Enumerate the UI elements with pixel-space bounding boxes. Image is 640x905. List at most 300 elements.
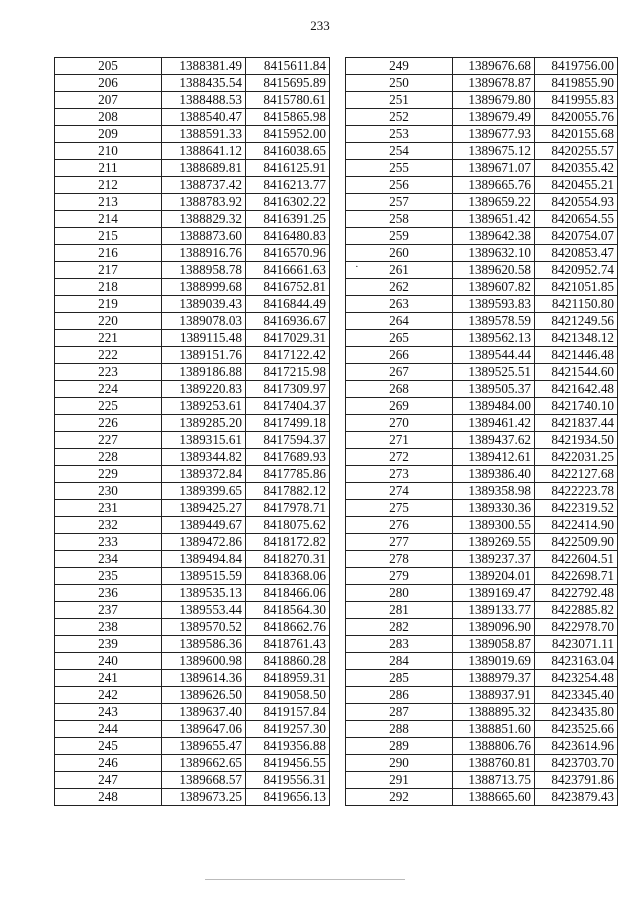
x-coordinate-cell: 1389562.13 (453, 330, 535, 347)
x-coordinate-cell: 1389253.61 (162, 398, 246, 415)
x-coordinate-cell: 1388760.81 (453, 755, 535, 772)
table-row (55, 755, 330, 772)
y-coordinate-cell: 8415865.98 (246, 109, 330, 126)
point-number-cell: 217 (55, 262, 162, 279)
point-number-cell: 242 (55, 687, 162, 704)
table-row (55, 704, 330, 721)
table-row (346, 602, 618, 619)
y-coordinate-cell: 8416661.63 (246, 262, 330, 279)
table-row (346, 466, 618, 483)
x-coordinate-cell: 1388958.78 (162, 262, 246, 279)
table-row (55, 636, 330, 653)
table-row (346, 347, 618, 364)
y-coordinate-cell: 8423614.96 (535, 738, 618, 755)
y-coordinate-cell: 8416391.25 (246, 211, 330, 228)
point-number-cell: 222 (55, 347, 162, 364)
point-number-cell: 238 (55, 619, 162, 636)
table-row (55, 653, 330, 670)
x-coordinate-cell: 1389570.52 (162, 619, 246, 636)
y-coordinate-cell: 8418172.82 (246, 534, 330, 551)
y-coordinate-cell: 8420554.93 (535, 194, 618, 211)
x-coordinate-cell: 1389677.93 (453, 126, 535, 143)
y-coordinate-cell: 8416844.49 (246, 296, 330, 313)
y-coordinate-cell: 8420754.07 (535, 228, 618, 245)
x-coordinate-cell: 1389494.84 (162, 551, 246, 568)
table-row (55, 517, 330, 534)
point-number-cell: 248 (55, 789, 162, 806)
point-number-cell: 208 (55, 109, 162, 126)
y-coordinate-cell: 8419855.90 (535, 75, 618, 92)
coordinates-table-left (54, 57, 330, 806)
x-coordinate-cell: 1389204.01 (453, 568, 535, 585)
point-number-cell: 288 (346, 721, 453, 738)
point-number-cell: 235 (55, 568, 162, 585)
x-coordinate-cell: 1389662.65 (162, 755, 246, 772)
x-coordinate-cell: 1388873.60 (162, 228, 246, 245)
table-row (346, 653, 618, 670)
x-coordinate-cell: 1388689.81 (162, 160, 246, 177)
table-row (55, 160, 330, 177)
x-coordinate-cell: 1389553.44 (162, 602, 246, 619)
x-coordinate-cell: 1389544.44 (453, 347, 535, 364)
point-number-cell: 233 (55, 534, 162, 551)
y-coordinate-cell: 8417882.12 (246, 483, 330, 500)
y-coordinate-cell: 8422414.90 (535, 517, 618, 534)
x-coordinate-cell: 1388979.37 (453, 670, 535, 687)
y-coordinate-cell: 8421446.48 (535, 347, 618, 364)
table-row (346, 534, 618, 551)
point-number-cell: 251 (346, 92, 453, 109)
y-coordinate-cell: 8416302.22 (246, 194, 330, 211)
y-coordinate-cell: 8422223.78 (535, 483, 618, 500)
point-number-cell: 243 (55, 704, 162, 721)
y-coordinate-cell: 8420952.74 (535, 262, 618, 279)
point-number-cell: 219 (55, 296, 162, 313)
point-number-cell: 252 (346, 109, 453, 126)
point-number-cell: 257 (346, 194, 453, 211)
x-coordinate-cell: 1389058.87 (453, 636, 535, 653)
table-row (346, 279, 618, 296)
x-coordinate-cell: 1389386.40 (453, 466, 535, 483)
point-number-cell: 266 (346, 347, 453, 364)
table-row (346, 160, 618, 177)
x-coordinate-cell: 1389169.47 (453, 585, 535, 602)
point-number-cell: 249 (346, 58, 453, 75)
point-number-cell: 274 (346, 483, 453, 500)
x-coordinate-cell: 1388806.76 (453, 738, 535, 755)
point-number-cell: 286 (346, 687, 453, 704)
point-number-cell: 218 (55, 279, 162, 296)
table-row (346, 568, 618, 585)
table-row (55, 670, 330, 687)
point-number-cell: 244 (55, 721, 162, 738)
y-coordinate-cell: 8419556.31 (246, 772, 330, 789)
x-coordinate-cell: 1389600.98 (162, 653, 246, 670)
table-row (55, 500, 330, 517)
y-coordinate-cell: 8419058.50 (246, 687, 330, 704)
x-coordinate-cell: 1388737.42 (162, 177, 246, 194)
point-number-cell: 224 (55, 381, 162, 398)
y-coordinate-cell: 8421837.44 (535, 415, 618, 432)
x-coordinate-cell: 1389372.84 (162, 466, 246, 483)
table-row (55, 313, 330, 330)
point-number-cell: 273 (346, 466, 453, 483)
x-coordinate-cell: 1388591.33 (162, 126, 246, 143)
point-number-cell: 225 (55, 398, 162, 415)
y-coordinate-cell: 8423071.11 (535, 636, 618, 653)
y-coordinate-cell: 8423703.70 (535, 755, 618, 772)
point-number-cell: 261 (346, 262, 453, 279)
x-coordinate-cell: 1389449.67 (162, 517, 246, 534)
table-row (55, 398, 330, 415)
y-coordinate-cell: 8419756.00 (535, 58, 618, 75)
point-number-cell: 289 (346, 738, 453, 755)
table-row (346, 58, 618, 75)
point-number-cell: 223 (55, 364, 162, 381)
x-coordinate-cell: 1389676.68 (453, 58, 535, 75)
y-coordinate-cell: 8419257.30 (246, 721, 330, 738)
table-row (346, 109, 618, 126)
table-row (55, 347, 330, 364)
y-coordinate-cell: 8422127.68 (535, 466, 618, 483)
x-coordinate-cell: 1389437.62 (453, 432, 535, 449)
x-coordinate-cell: 1389300.55 (453, 517, 535, 534)
x-coordinate-cell: 1389578.59 (453, 313, 535, 330)
table-row (55, 177, 330, 194)
table-row (55, 296, 330, 313)
y-coordinate-cell: 8422698.71 (535, 568, 618, 585)
table-row (346, 483, 618, 500)
point-number-cell: 264 (346, 313, 453, 330)
x-coordinate-cell: 1388641.12 (162, 143, 246, 160)
y-coordinate-cell: 8420853.47 (535, 245, 618, 262)
point-number-cell: 260 (346, 245, 453, 262)
point-number-cell: 292 (346, 789, 453, 806)
point-number-cell: 265 (346, 330, 453, 347)
table-row (346, 704, 618, 721)
point-number-cell: 278 (346, 551, 453, 568)
x-coordinate-cell: 1388488.53 (162, 92, 246, 109)
x-coordinate-cell: 1389535.13 (162, 585, 246, 602)
table-row (346, 500, 618, 517)
point-number-cell: 262 (346, 279, 453, 296)
x-coordinate-cell: 1389679.49 (453, 109, 535, 126)
y-coordinate-cell: 8416752.81 (246, 279, 330, 296)
point-number-cell: 228 (55, 449, 162, 466)
point-number-cell: 246 (55, 755, 162, 772)
table-row (346, 313, 618, 330)
point-number-cell: 212 (55, 177, 162, 194)
x-coordinate-cell: 1389461.42 (453, 415, 535, 432)
y-coordinate-cell: 8420255.57 (535, 143, 618, 160)
point-number-cell: 285 (346, 670, 453, 687)
x-coordinate-cell: 1389642.38 (453, 228, 535, 245)
point-number-cell: 234 (55, 551, 162, 568)
table-row (55, 568, 330, 585)
x-coordinate-cell: 1389607.82 (453, 279, 535, 296)
y-coordinate-cell: 8416125.91 (246, 160, 330, 177)
y-coordinate-cell: 8420155.68 (535, 126, 618, 143)
y-coordinate-cell: 8418761.43 (246, 636, 330, 653)
point-number-cell: 245 (55, 738, 162, 755)
point-number-cell: 215 (55, 228, 162, 245)
y-coordinate-cell: 8422031.25 (535, 449, 618, 466)
x-coordinate-cell: 1389679.80 (453, 92, 535, 109)
point-number-cell: 277 (346, 534, 453, 551)
table-row (55, 466, 330, 483)
x-coordinate-cell: 1389399.65 (162, 483, 246, 500)
table-row (55, 364, 330, 381)
point-number-cell: 220 (55, 313, 162, 330)
point-number-cell: 283 (346, 636, 453, 653)
y-coordinate-cell: 8419955.83 (535, 92, 618, 109)
point-number-cell: 290 (346, 755, 453, 772)
table-row (55, 415, 330, 432)
table-row (55, 75, 330, 92)
x-coordinate-cell: 1388381.49 (162, 58, 246, 75)
x-coordinate-cell: 1389651.42 (453, 211, 535, 228)
y-coordinate-cell: 8418466.06 (246, 585, 330, 602)
point-number-cell: 280 (346, 585, 453, 602)
x-coordinate-cell: 1389632.10 (453, 245, 535, 262)
y-coordinate-cell: 8421051.85 (535, 279, 618, 296)
table-row (55, 738, 330, 755)
y-coordinate-cell: 8423435.80 (535, 704, 618, 721)
table-row (55, 109, 330, 126)
table-row (55, 381, 330, 398)
x-coordinate-cell: 1389344.82 (162, 449, 246, 466)
point-number-cell: 269 (346, 398, 453, 415)
table-row (55, 483, 330, 500)
point-number-cell: 275 (346, 500, 453, 517)
x-coordinate-cell: 1389019.69 (453, 653, 535, 670)
point-number-cell: 229 (55, 466, 162, 483)
x-coordinate-cell: 1389515.59 (162, 568, 246, 585)
table-row (346, 415, 618, 432)
table-row (55, 449, 330, 466)
point-number-cell: 268 (346, 381, 453, 398)
table-row (346, 75, 618, 92)
point-number-cell: 236 (55, 585, 162, 602)
x-coordinate-cell: 1389620.58 (453, 262, 535, 279)
y-coordinate-cell: 8417309.97 (246, 381, 330, 398)
table-row (346, 92, 618, 109)
y-coordinate-cell: 8417978.71 (246, 500, 330, 517)
table-row (346, 245, 618, 262)
table-row (346, 126, 618, 143)
table-row (346, 670, 618, 687)
y-coordinate-cell: 8422604.51 (535, 551, 618, 568)
table-row (346, 211, 618, 228)
x-coordinate-cell: 1389647.06 (162, 721, 246, 738)
table-row (346, 381, 618, 398)
stray-dot-mark: · (355, 261, 359, 273)
point-number-cell: 237 (55, 602, 162, 619)
table-row (346, 398, 618, 415)
point-number-cell: 279 (346, 568, 453, 585)
y-coordinate-cell: 8418564.30 (246, 602, 330, 619)
table-row (346, 228, 618, 245)
y-coordinate-cell: 8415611.84 (246, 58, 330, 75)
y-coordinate-cell: 8420654.55 (535, 211, 618, 228)
y-coordinate-cell: 8423791.86 (535, 772, 618, 789)
table-row (346, 296, 618, 313)
y-coordinate-cell: 8418662.76 (246, 619, 330, 636)
y-coordinate-cell: 8423163.04 (535, 653, 618, 670)
coordinates-table-left-body (55, 58, 330, 806)
table-row (346, 789, 618, 806)
y-coordinate-cell: 8417215.98 (246, 364, 330, 381)
y-coordinate-cell: 8420355.42 (535, 160, 618, 177)
x-coordinate-cell: 1388435.54 (162, 75, 246, 92)
table-row (346, 738, 618, 755)
x-coordinate-cell: 1389673.25 (162, 789, 246, 806)
y-coordinate-cell: 8420455.21 (535, 177, 618, 194)
point-number-cell: 255 (346, 160, 453, 177)
point-number-cell: 240 (55, 653, 162, 670)
y-coordinate-cell: 8418270.31 (246, 551, 330, 568)
y-coordinate-cell: 8418959.31 (246, 670, 330, 687)
y-coordinate-cell: 8423254.48 (535, 670, 618, 687)
table-row (55, 92, 330, 109)
x-coordinate-cell: 1389655.47 (162, 738, 246, 755)
table-row (346, 194, 618, 211)
table-row (346, 721, 618, 738)
point-number-cell: 259 (346, 228, 453, 245)
table-row (55, 789, 330, 806)
y-coordinate-cell: 8421544.60 (535, 364, 618, 381)
x-coordinate-cell: 1389484.00 (453, 398, 535, 415)
table-row (346, 432, 618, 449)
x-coordinate-cell: 1388540.47 (162, 109, 246, 126)
x-coordinate-cell: 1388783.92 (162, 194, 246, 211)
point-number-cell: 221 (55, 330, 162, 347)
y-coordinate-cell: 8417404.37 (246, 398, 330, 415)
table-row (346, 517, 618, 534)
x-coordinate-cell: 1388713.75 (453, 772, 535, 789)
point-number-cell: 227 (55, 432, 162, 449)
table-row (55, 534, 330, 551)
point-number-cell: 239 (55, 636, 162, 653)
y-coordinate-cell: 8419656.13 (246, 789, 330, 806)
point-number-cell: 272 (346, 449, 453, 466)
x-coordinate-cell: 1388916.76 (162, 245, 246, 262)
x-coordinate-cell: 1389078.03 (162, 313, 246, 330)
x-coordinate-cell: 1389525.51 (453, 364, 535, 381)
y-coordinate-cell: 8422792.48 (535, 585, 618, 602)
table-row (55, 245, 330, 262)
x-coordinate-cell: 1388665.60 (453, 789, 535, 806)
x-coordinate-cell: 1389425.27 (162, 500, 246, 517)
table-row (55, 194, 330, 211)
point-number-cell: 256 (346, 177, 453, 194)
point-number-cell: 253 (346, 126, 453, 143)
table-row (55, 58, 330, 75)
y-coordinate-cell: 8421249.56 (535, 313, 618, 330)
y-coordinate-cell: 8422509.90 (535, 534, 618, 551)
table-row (346, 449, 618, 466)
y-coordinate-cell: 8419456.55 (246, 755, 330, 772)
point-number-cell: 258 (346, 211, 453, 228)
x-coordinate-cell: 1388829.32 (162, 211, 246, 228)
coordinates-table-right-body (346, 58, 618, 806)
point-number-cell: 216 (55, 245, 162, 262)
table-row (55, 262, 330, 279)
point-number-cell: 207 (55, 92, 162, 109)
x-coordinate-cell: 1389665.76 (453, 177, 535, 194)
y-coordinate-cell: 8421150.80 (535, 296, 618, 313)
point-number-cell: 291 (346, 772, 453, 789)
x-coordinate-cell: 1389412.61 (453, 449, 535, 466)
y-coordinate-cell: 8421934.50 (535, 432, 618, 449)
y-coordinate-cell: 8415695.89 (246, 75, 330, 92)
y-coordinate-cell: 8416570.96 (246, 245, 330, 262)
point-number-cell: 271 (346, 432, 453, 449)
table-row (55, 602, 330, 619)
x-coordinate-cell: 1389637.40 (162, 704, 246, 721)
table-row (55, 143, 330, 160)
point-number-cell: 210 (55, 143, 162, 160)
x-coordinate-cell: 1389039.43 (162, 296, 246, 313)
x-coordinate-cell: 1389220.83 (162, 381, 246, 398)
table-row (346, 772, 618, 789)
x-coordinate-cell: 1389096.90 (453, 619, 535, 636)
y-coordinate-cell: 8421642.48 (535, 381, 618, 398)
x-coordinate-cell: 1389358.98 (453, 483, 535, 500)
x-coordinate-cell: 1388999.68 (162, 279, 246, 296)
x-coordinate-cell: 1389115.48 (162, 330, 246, 347)
point-number-cell: 254 (346, 143, 453, 160)
table-row (55, 772, 330, 789)
table-row (346, 364, 618, 381)
table-row (55, 585, 330, 602)
x-coordinate-cell: 1388937.91 (453, 687, 535, 704)
y-coordinate-cell: 8421740.10 (535, 398, 618, 415)
table-row (55, 619, 330, 636)
point-number-cell: 231 (55, 500, 162, 517)
x-coordinate-cell: 1389330.36 (453, 500, 535, 517)
x-coordinate-cell: 1389678.87 (453, 75, 535, 92)
x-coordinate-cell: 1389269.55 (453, 534, 535, 551)
x-coordinate-cell: 1389586.36 (162, 636, 246, 653)
x-coordinate-cell: 1389505.37 (453, 381, 535, 398)
table-row (55, 279, 330, 296)
y-coordinate-cell: 8422978.70 (535, 619, 618, 636)
x-coordinate-cell: 1389659.22 (453, 194, 535, 211)
y-coordinate-cell: 8416480.83 (246, 228, 330, 245)
point-number-cell: 250 (346, 75, 453, 92)
point-number-cell: 211 (55, 160, 162, 177)
x-coordinate-cell: 1389472.86 (162, 534, 246, 551)
point-number-cell: 230 (55, 483, 162, 500)
point-number-cell: 284 (346, 653, 453, 670)
x-coordinate-cell: 1389593.83 (453, 296, 535, 313)
y-coordinate-cell: 8418860.28 (246, 653, 330, 670)
y-coordinate-cell: 8418075.62 (246, 517, 330, 534)
table-row (55, 687, 330, 704)
y-coordinate-cell: 8417499.18 (246, 415, 330, 432)
y-coordinate-cell: 8418368.06 (246, 568, 330, 585)
y-coordinate-cell: 8417029.31 (246, 330, 330, 347)
table-row (346, 687, 618, 704)
table-row (346, 551, 618, 568)
table-row (346, 636, 618, 653)
x-coordinate-cell: 1389237.37 (453, 551, 535, 568)
y-coordinate-cell: 8421348.12 (535, 330, 618, 347)
y-coordinate-cell: 8417594.37 (246, 432, 330, 449)
y-coordinate-cell: 8417785.86 (246, 466, 330, 483)
point-number-cell: 263 (346, 296, 453, 313)
